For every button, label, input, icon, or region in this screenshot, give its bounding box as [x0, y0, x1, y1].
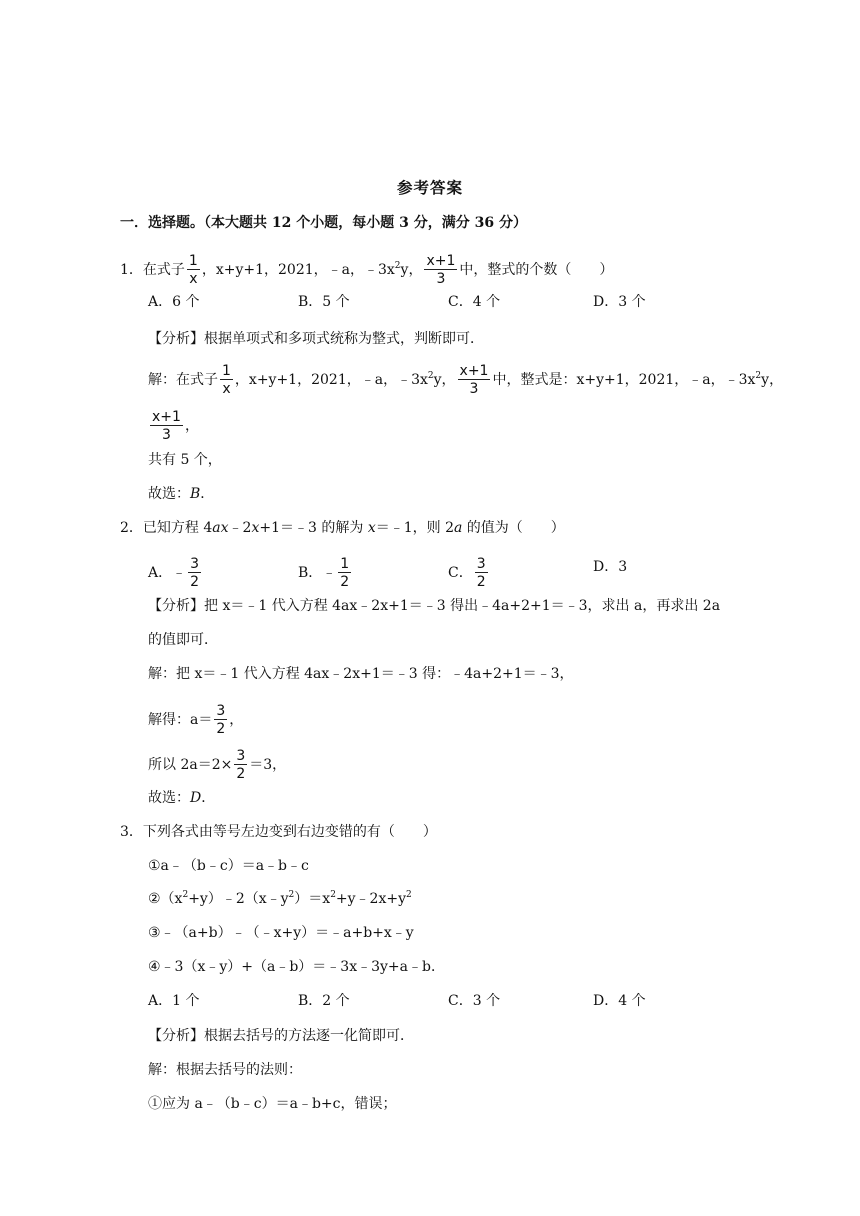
fraction: $\frac{x+1}{3}$ — [459, 363, 489, 397]
question-2-stem: 2．已知方程 4ax﹣2x+1＝﹣3 的解为 x＝﹣1，则 2a 的值为（ ） — [120, 520, 565, 536]
analysis: 的值即可． — [148, 632, 218, 648]
fraction: $\frac{1}{x}$ — [222, 363, 231, 397]
solution-line: 共有 5 个， — [148, 452, 222, 468]
statement-3: ③﹣（a+b）﹣（﹣x+y）＝﹣a+b+x﹣y — [148, 925, 414, 941]
fraction: $\frac{x+1}{3}$ — [426, 253, 456, 287]
option-b: B．5 个 — [298, 294, 350, 310]
question-number: 1． — [120, 262, 143, 278]
solution-line: 解得：a＝ $\frac{3}{2}$ ， — [148, 703, 244, 737]
solution-line: 解：根据去括号的法则： — [148, 1062, 302, 1078]
option-a: A．﹣ $\frac{3}{2}$ — [148, 556, 200, 590]
option-c: C． $\frac{3}{2}$ — [448, 556, 486, 590]
solution-line: 所以 2a＝2× $\frac{3}{2}$ ＝3， — [148, 748, 287, 782]
option-a: A．1 个 — [148, 993, 200, 1009]
option-c: C．3 个 — [448, 993, 501, 1009]
analysis: 【分析】把 x＝﹣1 代入方程 4ax﹣2x+1＝﹣3 得出﹣4a+2+1＝﹣3，求出 a，再求出 2a — [148, 598, 721, 614]
fraction: $\frac{3}{2}$ — [190, 556, 200, 590]
option-d: D．3 — [593, 559, 628, 575]
fraction: $\frac{1}{x}$ — [188, 253, 198, 287]
fraction: $\frac{3}{2}$ — [236, 748, 246, 782]
solution-line: $\frac{x+1}{3}$ ， — [152, 409, 199, 443]
statement-2: $②(x^2+y)﹣2(x﹣y^2)=x^2+y﹣2x+y^2$ — [148, 890, 412, 907]
fraction: $\frac{1}{2}$ — [340, 556, 350, 590]
solution-line: ①应为 a﹣（b﹣c）＝a﹣b+c，错误； — [148, 1096, 397, 1112]
statement-4: ④﹣3（x﹣y）+（a﹣b）＝﹣3x﹣3y+a﹣b． — [148, 959, 445, 975]
option-c: C．4 个 — [448, 294, 501, 310]
solution-line: 解：把 x＝﹣1 代入方程 4ax﹣2x+1＝﹣3 得：﹣4a+2+1＝﹣3， — [148, 666, 574, 682]
question-3-stem: 3．下列各式由等号左边变到右边变错的有（ ） — [120, 824, 437, 840]
analysis: 【分析】根据去括号的方法逐一化简即可． — [148, 1028, 414, 1044]
analysis: 【分析】根据单项式和多项式统称为整式，判断即可． — [148, 331, 484, 347]
fraction: $\frac{3}{2}$ — [216, 703, 226, 737]
answer-line: 故选：D． — [148, 790, 216, 806]
fraction: $\frac{x+1}{3}$ — [152, 409, 181, 443]
option-a: A．6 个 — [148, 294, 200, 310]
option-b: B．2 个 — [298, 993, 350, 1009]
answer-line: 故选：B． — [148, 486, 215, 502]
option-b: B．﹣ $\frac{1}{2}$ — [298, 556, 350, 590]
question-1-stem: 1．在式子 $\frac{1}{x}$ ，x+y+1，2021，﹣a，$﹣3x^2y$， $\frac{x+1}{3}$ 中，整式的个数（ ） — [120, 253, 614, 287]
section-heading: 一．选择题。（本大题共 12 个小题，每小题 3 分，满分 36 分） — [120, 215, 527, 231]
solution-line: 解：在式子 $\frac{1}{x}$ ，x+y+1，2021，﹣a，$﹣3x^2y$， $\frac{x+1}{3}$ 中，整式是：x+y+1，2021，﹣a，$﹣3x^2y$， — [148, 363, 784, 397]
option-d: D．3 个 — [593, 294, 646, 310]
question-number: 2． — [120, 520, 143, 536]
page-title: 参考答案 — [396, 178, 463, 197]
fraction: $\frac{3}{2}$ — [476, 556, 486, 590]
statement-1: ①a﹣（b﹣c）＝a﹣b﹣c — [148, 858, 309, 874]
option-d: D．4 个 — [593, 993, 646, 1009]
question-number: 3． — [120, 824, 143, 840]
